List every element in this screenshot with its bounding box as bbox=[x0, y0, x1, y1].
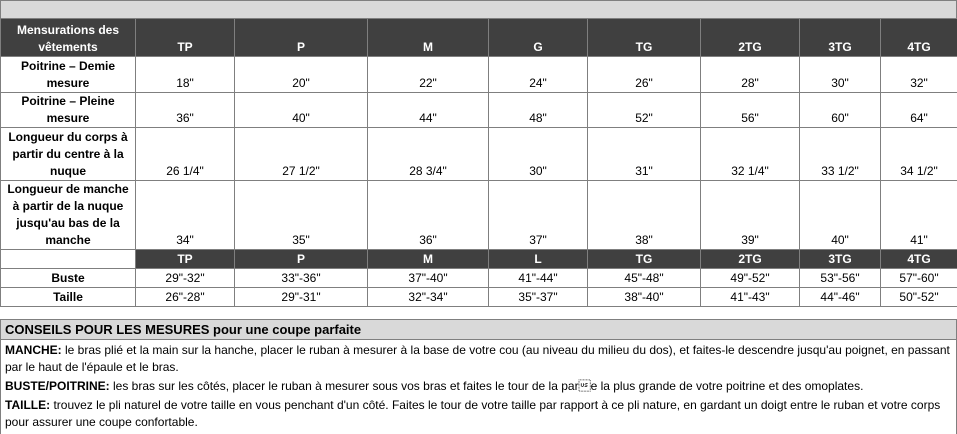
table-row bbox=[1, 57, 957, 93]
size-header: 4TG bbox=[881, 250, 957, 269]
measurement-tips bbox=[0, 319, 957, 434]
tip-text: les bras sur les côtés, placer le ruban à mesurer sous vos bras et faites le tour de la par e la plus grande de votre poitrine et des omoplates. bbox=[109, 379, 864, 393]
table-cell: 28" bbox=[701, 57, 800, 93]
table-cell: 33"-36" bbox=[235, 269, 368, 288]
table-cell: 30" bbox=[489, 128, 588, 181]
size-header: 3TG bbox=[800, 19, 881, 57]
tip-text: trouvez le pli naturel de votre taille en vous penchant d'un côté. Faites le tour de votre taille par rapport à ce pli nature, en gardant un doigt entre le ruban et votre corps pour assurer une coupe confortable. bbox=[5, 398, 941, 429]
size-header: G bbox=[489, 19, 588, 57]
table-cell: 18" bbox=[136, 57, 235, 93]
table-row bbox=[1, 288, 957, 307]
table-cell: 32 1/4" bbox=[701, 128, 800, 181]
table-cell: 48" bbox=[489, 93, 588, 128]
table-cell: 41" bbox=[881, 181, 957, 250]
table-cell: 33 1/2" bbox=[800, 128, 881, 181]
table-cell: 36" bbox=[136, 93, 235, 128]
size-chart-table bbox=[0, 18, 957, 307]
tips-title bbox=[1, 320, 956, 340]
table-cell: 26"-28" bbox=[136, 288, 235, 307]
table-cell: 60" bbox=[800, 93, 881, 128]
table-cell: 32"-34" bbox=[368, 288, 489, 307]
row-label: Poitrine – Pleine mesure bbox=[1, 93, 136, 128]
table-cell: 37" bbox=[489, 181, 588, 250]
tip-label: TAILLE: bbox=[5, 398, 51, 412]
row-label: Poitrine – Demie mesure bbox=[1, 57, 136, 93]
table-cell: 40" bbox=[800, 181, 881, 250]
size-header: TG bbox=[588, 19, 701, 57]
table-cell: 44"-46" bbox=[800, 288, 881, 307]
table-cell: 24" bbox=[489, 57, 588, 93]
row-label: Taille bbox=[1, 288, 136, 307]
size-header: TG bbox=[588, 250, 701, 269]
table-cell: 64" bbox=[881, 93, 957, 128]
table-cell: 27 1/2" bbox=[235, 128, 368, 181]
size-header: P bbox=[235, 19, 368, 57]
table-cell: 38"-40" bbox=[588, 288, 701, 307]
size-header: 4TG bbox=[881, 19, 957, 57]
table-cell: 53"-56" bbox=[800, 269, 881, 288]
table-cell: 26 1/4" bbox=[136, 128, 235, 181]
table-cell: 20" bbox=[235, 57, 368, 93]
table-cell: 50"-52" bbox=[881, 288, 957, 307]
table-cell: 41"-44" bbox=[489, 269, 588, 288]
table-cell: 35" bbox=[235, 181, 368, 250]
table-cell: 34" bbox=[136, 181, 235, 250]
tip-taille bbox=[1, 397, 956, 431]
header-label: Mensurations des vêtements bbox=[1, 19, 136, 57]
table-row bbox=[1, 269, 957, 288]
table-row bbox=[1, 93, 957, 128]
table-cell: 35"-37" bbox=[489, 288, 588, 307]
table-cell: 49"-52" bbox=[701, 269, 800, 288]
table-cell: 44" bbox=[368, 93, 489, 128]
size-header: TP bbox=[136, 250, 235, 269]
table-cell: 56" bbox=[701, 93, 800, 128]
table-cell: 38" bbox=[588, 181, 701, 250]
table-cell: 31" bbox=[588, 128, 701, 181]
blank-cell bbox=[1, 250, 136, 269]
table-cell: 30" bbox=[800, 57, 881, 93]
table-row bbox=[1, 181, 957, 250]
size-header-row bbox=[1, 19, 957, 57]
table-cell: 41"-43" bbox=[701, 288, 800, 307]
table-cell: 37"-40" bbox=[368, 269, 489, 288]
table-cell: 28 3/4" bbox=[368, 128, 489, 181]
size-header: 2TG bbox=[701, 250, 800, 269]
size-header: TP bbox=[136, 19, 235, 57]
table-cell: 26" bbox=[588, 57, 701, 93]
table-cell: 40" bbox=[235, 93, 368, 128]
tips-title-bold: CONSEILS POUR LES MESURES bbox=[5, 322, 210, 337]
size-header: M bbox=[368, 250, 489, 269]
table-cell: 29"-31" bbox=[235, 288, 368, 307]
row-label: Longueur de manche à partir de la nuque jusqu'au bas de la manche bbox=[1, 181, 136, 250]
tip-buste bbox=[1, 378, 956, 395]
row-label: Longueur du corps à partir du centre à la nuque bbox=[1, 128, 136, 181]
table-cell: 36" bbox=[368, 181, 489, 250]
size-header-row-2 bbox=[1, 250, 957, 269]
table-row bbox=[1, 128, 957, 181]
top-bar bbox=[0, 0, 957, 18]
size-header: M bbox=[368, 19, 489, 57]
tip-label: BUSTE/POITRINE: bbox=[5, 379, 110, 393]
tips-title-rest: pour une coupe parfaite bbox=[209, 322, 362, 337]
tip-manche bbox=[1, 342, 956, 376]
table-cell: 22" bbox=[368, 57, 489, 93]
table-cell: 29"-32" bbox=[136, 269, 235, 288]
table-cell: 34 1/2" bbox=[881, 128, 957, 181]
table-cell: 45"-48" bbox=[588, 269, 701, 288]
size-header: 2TG bbox=[701, 19, 800, 57]
size-header: P bbox=[235, 250, 368, 269]
row-label: Buste bbox=[1, 269, 136, 288]
tip-text: le bras plié et la main sur la hanche, placer le ruban à mesurer à la base de votre cou (au niveau du milieu du dos), et faites-le descendre jusqu'au poignet, en passant par le haut de l'épaule et le bras. bbox=[5, 343, 950, 374]
size-header: L bbox=[489, 250, 588, 269]
table-cell: 39" bbox=[701, 181, 800, 250]
table-cell: 57"-60" bbox=[881, 269, 957, 288]
size-header: 3TG bbox=[800, 250, 881, 269]
table-cell: 32" bbox=[881, 57, 957, 93]
table-cell: 52" bbox=[588, 93, 701, 128]
tip-label: MANCHE: bbox=[5, 343, 62, 357]
